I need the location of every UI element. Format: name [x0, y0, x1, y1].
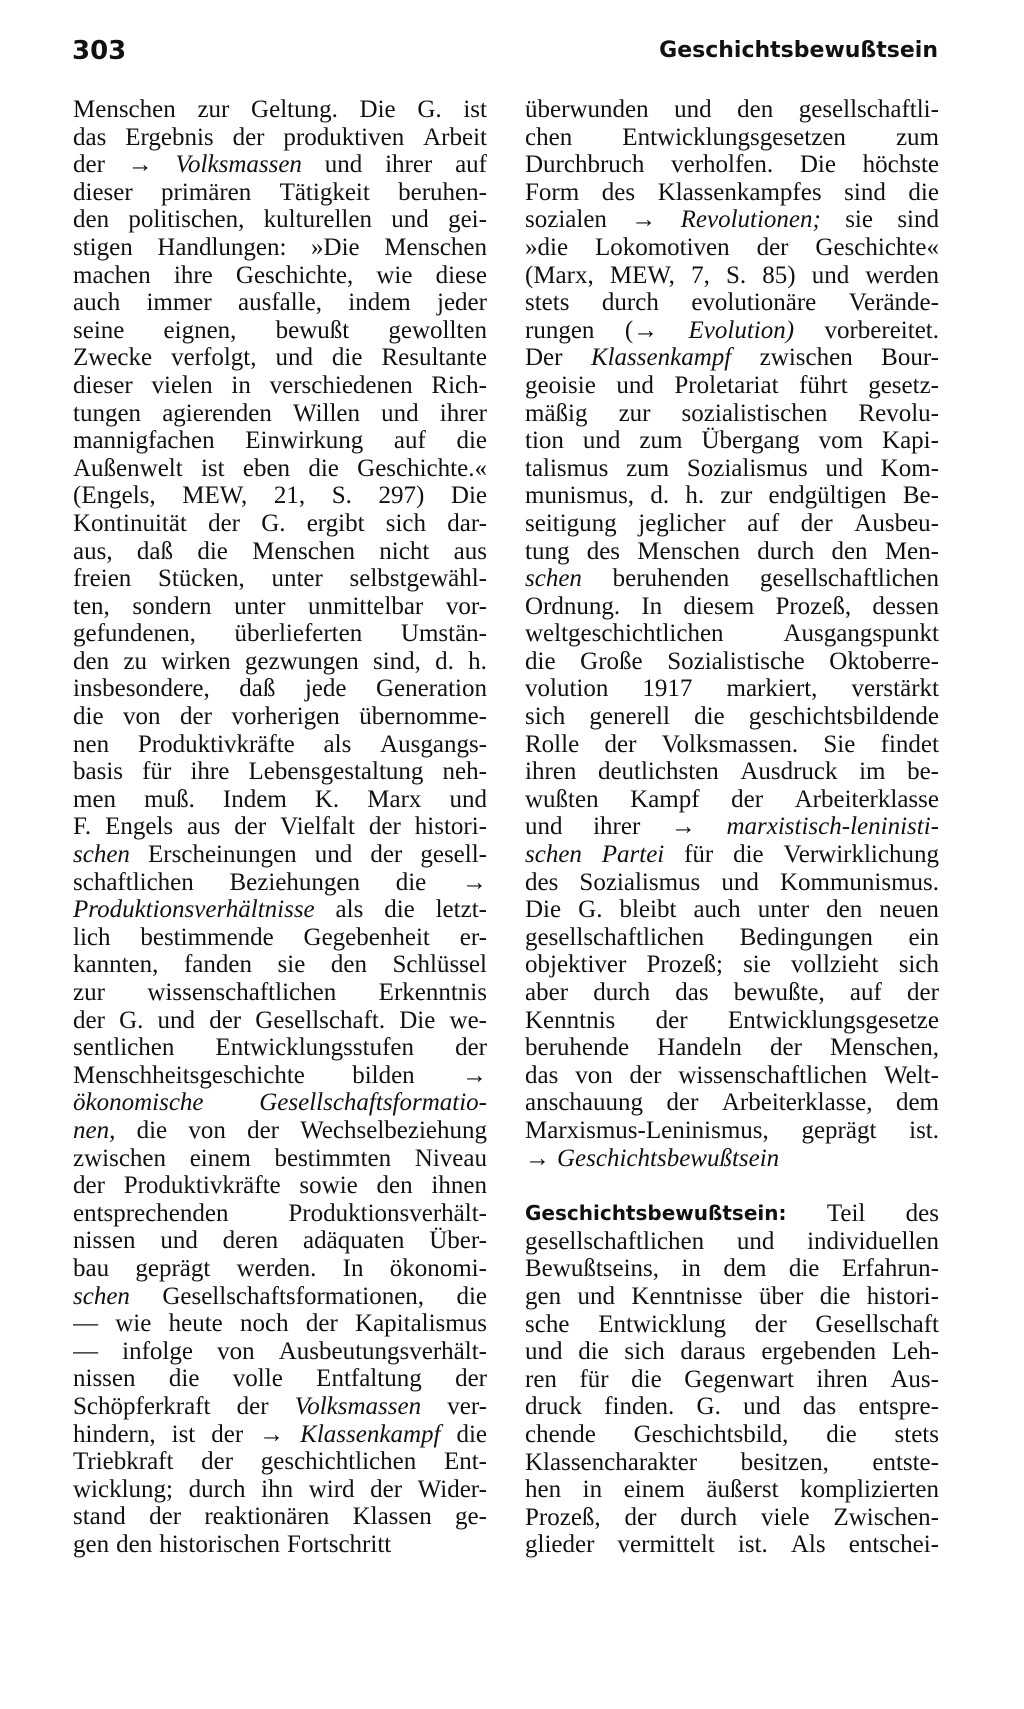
text-line: und die sich daraus ergebenden Leh-	[525, 1338, 939, 1366]
text-line: schaftlichen Beziehungen die →	[73, 868, 487, 896]
text-line: Menschheitsgeschichte bilden →	[73, 1061, 487, 1089]
text-line: das von der wissenschaftlichen Welt-	[525, 1061, 939, 1089]
text-line: den zu wirken gezwungen sind, d. h.	[73, 647, 487, 675]
text-line: Kontinuität der G. ergibt sich dar-	[73, 509, 487, 537]
entry-first-line: Geschichtsbewußtsein: Teil des	[525, 1200, 939, 1228]
text-line: die von der vorherigen übernomme-	[73, 703, 487, 731]
text-line: geoisie und Proletariat führt gesetz-	[525, 371, 939, 399]
text-line: seitigung jeglicher auf der Ausbeu-	[525, 509, 939, 537]
text-line: hindern, ist der → Klassenkampf die	[73, 1420, 487, 1448]
text-line: machen ihre Geschichte, wie diese	[73, 261, 487, 289]
text-line: lich bestimmende Gegebenheit er-	[73, 923, 487, 951]
text-line: das Ergebnis der produktiven Arbeit	[73, 123, 487, 151]
text-line: gen und Kenntnisse über die histori-	[525, 1282, 939, 1310]
running-title: Geschichtsbewußtsein	[659, 38, 938, 63]
text-line: → Geschichtsbewußtsein	[525, 1144, 780, 1172]
text-line: weltgeschichtlichen Ausgangspunkt	[525, 620, 939, 648]
text-line: schen beruhenden gesellschaftlichen	[525, 565, 939, 593]
text-line: rungen (→ Evolution) vorbereitet.	[525, 316, 939, 344]
text-line: tung des Menschen durch den Men-	[525, 537, 939, 565]
text-line: aber durch das bewußte, auf der	[525, 979, 939, 1006]
text-line: beruhende Handeln der Menschen,	[525, 1034, 939, 1062]
text-line: basis für ihre Lebensgestaltung neh-	[73, 758, 487, 786]
entry-separator	[525, 1172, 939, 1200]
text-line: gesellschaftlichen und individuellen	[525, 1227, 939, 1255]
entry-headword: Geschichtsbewußtsein:	[525, 1201, 787, 1226]
text-line: wicklung; durch ihn wird der Wider-	[73, 1475, 487, 1503]
text-line: gen den historischen Fortschritt	[73, 1530, 392, 1558]
text-line: ren für die Gegenwart ihren Aus-	[525, 1365, 939, 1393]
text-line: glieder vermittelt ist. Als entschei-	[525, 1531, 939, 1559]
text-line: kannten, fanden sie den Schlüssel	[73, 951, 487, 979]
text-line: men muß. Indem K. Marx und	[73, 785, 487, 813]
text-line: überwunden und den gesellschaftli-	[525, 96, 939, 123]
text-line: schen Partei für die Verwirklichung	[525, 841, 939, 869]
text-line: mäßig zur sozialistischen Revolu-	[525, 399, 939, 427]
text-line: stand der reaktionären Klassen ge-	[73, 1503, 487, 1531]
text-line: Menschen zur Geltung. Die G. ist	[73, 96, 487, 123]
text-line: Triebkraft der geschichtlichen Ent-	[73, 1448, 487, 1476]
text-line: dieser primären Tätigkeit beruhen-	[73, 178, 487, 206]
text-line: (Engels, MEW, 21, S. 297) Die	[73, 482, 487, 510]
text-line: munismus, d. h. zur endgültigen Be-	[525, 482, 939, 510]
text-line: tungen agierenden Willen und ihrer	[73, 399, 487, 427]
text-line: F. Engels aus der Vielfalt der histori-	[73, 813, 487, 841]
text-line: ihren deutlichsten Ausdruck im be-	[525, 758, 939, 786]
right-column	[525, 96, 939, 1559]
text-line: nissen die volle Entfaltung der	[73, 1365, 487, 1393]
text-line: Produktionsverhältnisse als die letzt-	[73, 896, 487, 924]
text-line: Die G. bleibt auch unter den neuen	[525, 896, 939, 924]
text-line: anschauung der Arbeiterklasse, dem	[525, 1089, 939, 1117]
text-line: und ihrer → marxistisch-leninisti-	[525, 813, 939, 841]
text-line: der Produktivkräfte sowie den ihnen	[73, 1172, 487, 1200]
text-line: freien Stücken, unter selbstgewähl-	[73, 565, 487, 593]
text-line: gesellschaftlichen Bedingungen ein	[525, 923, 939, 951]
text-line: Prozeß, der durch viele Zwischen-	[525, 1503, 939, 1531]
text-line: volution 1917 markiert, verstärkt	[525, 675, 939, 703]
text-line: chende Geschichtsbild, die stets	[525, 1420, 939, 1448]
text-line: Bewußtseins, in dem die Erfahrun-	[525, 1255, 939, 1283]
text-line: Rolle der Volksmassen. Sie findet	[525, 730, 939, 758]
text-line: wußten Kampf der Arbeiterklasse	[525, 785, 939, 813]
text-line: Außenwelt ist eben die Geschichte.«	[73, 454, 487, 482]
text-line: der → Volksmassen und ihrer auf	[73, 151, 487, 179]
right-column-continuation	[525, 96, 939, 1172]
text-line: Marxismus-Leninismus, geprägt ist.	[525, 1116, 939, 1144]
text-line: bau geprägt werden. In ökonomi-	[73, 1254, 487, 1282]
text-line: sentlichen Entwicklungsstufen der	[73, 1034, 487, 1062]
text-line: stigen Handlungen: »Die Menschen	[73, 233, 487, 261]
dictionary-entry	[525, 1200, 939, 1559]
text-line: entsprechenden Produktionsverhält-	[73, 1199, 487, 1227]
text-line: ten, sondern unter unmittelbar vor-	[73, 592, 487, 620]
text-line: nen, die von der Wechselbeziehung	[73, 1116, 487, 1144]
text-line: Klassencharakter besitzen, entste-	[525, 1448, 939, 1476]
text-line: des Sozialismus und Kommunismus.	[525, 868, 939, 896]
text-line: Ordnung. In diesem Prozeß, dessen	[525, 592, 939, 620]
text-line: (Marx, MEW, 7, S. 85) und werden	[525, 261, 939, 289]
text-line: — wie heute noch der Kapitalismus	[73, 1310, 487, 1338]
text-line: Schöpferkraft der Volksmassen ver-	[73, 1392, 487, 1420]
text-line: »die Lokomotiven der Geschichte«	[525, 233, 939, 261]
text-line: ökonomische Gesellschaftsformatio-	[73, 1089, 487, 1117]
text-line: mannigfachen Einwirkung auf die	[73, 427, 487, 455]
text-line: Der Klassenkampf zwischen Bour-	[525, 344, 939, 372]
text-line: Kenntnis der Entwicklungsgesetze	[525, 1006, 939, 1034]
text-line: Zwecke verfolgt, und die Resultante	[73, 344, 487, 372]
text-line: sche Entwicklung der Gesellschaft	[525, 1310, 939, 1338]
text-line: talismus zum Sozialismus und Kom-	[525, 454, 939, 482]
text-line: schen Gesellschaftsformationen, die	[73, 1282, 487, 1310]
page-number: 303	[72, 36, 127, 66]
text-line: Form des Klassenkampfes sind die	[525, 178, 939, 206]
text-line: der G. und der Gesellschaft. Die we-	[73, 1006, 487, 1034]
text-line: objektiver Prozeß; sie vollzieht sich	[525, 951, 939, 979]
text-line: dieser vielen in verschiedenen Rich-	[73, 371, 487, 399]
left-column	[73, 96, 487, 1558]
text-line: hen in einem äußerst komplizierten	[525, 1476, 939, 1504]
text-line: seine eignen, bewußt gewollten	[73, 316, 487, 344]
text-line: sich generell die geschichtsbildende	[525, 703, 939, 731]
text-line: Durchbruch verholfen. Die höchste	[525, 151, 939, 179]
text-line: chen Entwicklungsgesetzen zum	[525, 123, 939, 151]
text-line: schen Erscheinungen und der gesell-	[73, 841, 487, 869]
text-line: aus, daß die Menschen nicht aus	[73, 537, 487, 565]
text-line: tion und zum Übergang vom Kapi-	[525, 427, 939, 455]
text-line: auch immer ausfalle, indem jeder	[73, 289, 487, 317]
text-line: zur wissenschaftlichen Erkenntnis	[73, 979, 487, 1006]
text-line: druck finden. G. und das entspre-	[525, 1393, 939, 1421]
text-line: sozialen → Revolutionen; sie sind	[525, 206, 939, 234]
text-line: den politischen, kulturellen und gei-	[73, 206, 487, 234]
text-line: stets durch evolutionäre Verände-	[525, 289, 939, 317]
text-line: insbesondere, daß jede Generation	[73, 675, 487, 703]
text-line: die Große Sozialistische Oktoberre-	[525, 647, 939, 675]
text-line: zwischen einem bestimmten Niveau	[73, 1144, 487, 1172]
text-line: gefundenen, überlieferten Umstän-	[73, 620, 487, 648]
text-line: nen Produktivkräfte als Ausgangs-	[73, 730, 487, 758]
text-line: nissen und deren adäquaten Über-	[73, 1227, 487, 1255]
text-line: — infolge von Ausbeutungsverhält-	[73, 1337, 487, 1365]
